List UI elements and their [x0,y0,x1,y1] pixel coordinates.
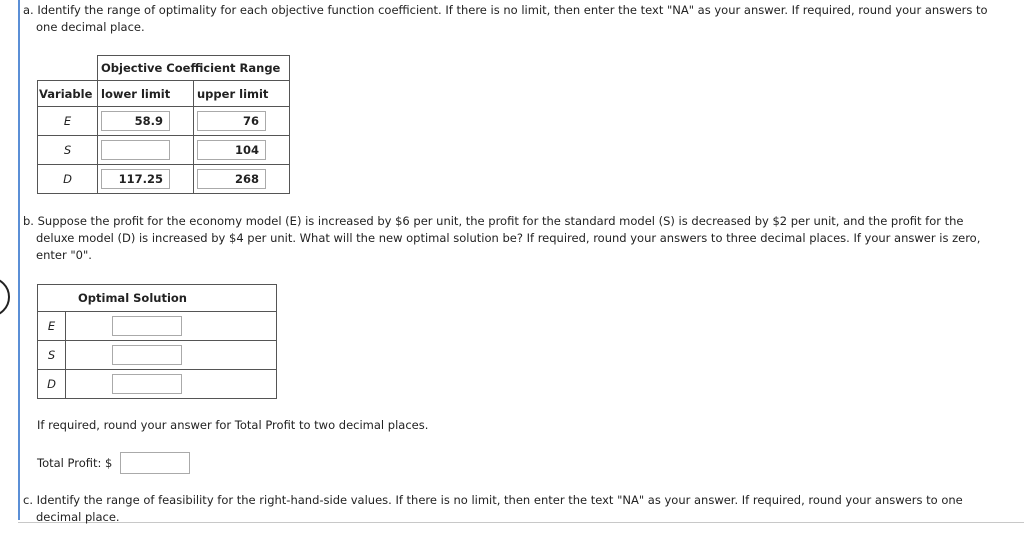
variable-cell: E [38,107,98,136]
optimal-solution-header: Optimal Solution [38,285,277,312]
objective-coefficient-table [37,55,290,194]
upper-limit-input-e[interactable]: 76 [197,111,266,131]
part-b-line-2: deluxe model (D) is increased by $4 per unit. What will the new optimal solution be? If required, round your answers to three decimal places. If your answer is zero, [36,231,981,245]
part-b-line-3: enter "0". [36,248,92,262]
part-a-line-2: one decimal place. [36,20,145,34]
part-a-instructions [23,2,988,36]
upper-limit-input-s[interactable]: 104 [197,140,266,160]
upper-limit-column-header: upper limit [194,81,290,107]
part-c-instructions [23,492,963,526]
empty-header-cell [38,56,98,81]
table-row [38,312,277,341]
variable-cell: D [38,370,66,399]
variable-cell: S [38,136,98,165]
table-row [38,341,277,370]
total-profit-row [37,452,190,474]
optimal-solution-input-s[interactable] [112,345,182,365]
lower-limit-column-header: lower limit [98,81,194,107]
table-row [38,370,277,399]
total-profit-input[interactable] [120,452,190,474]
lower-limit-input-e[interactable]: 58.9 [101,111,170,131]
optimal-solution-input-d[interactable] [112,374,182,394]
part-b-line-1: b. Suppose the profit for the economy model (E) is increased by $6 per unit, the profit for the standard model (S) is decreased by $2 per unit, and the profit for the [23,214,964,228]
lower-limit-input-d[interactable]: 117.25 [101,169,170,189]
optimal-solution-table [37,284,277,399]
lower-limit-input-s[interactable] [101,140,170,160]
side-scroll-indicator[interactable] [0,277,10,317]
upper-limit-input-d[interactable]: 268 [197,169,266,189]
variable-cell: E [38,312,66,341]
part-c-line-2: decimal place. [36,510,120,524]
optimal-solution-input-e[interactable] [112,316,182,336]
table-row [38,136,290,165]
variable-cell: S [38,341,66,370]
variable-column-header: Variable [38,81,98,107]
part-c-line-1: c. Identify the range of feasibility for the right-hand-side values. If there is no limit, then enter the text "NA" as your answer. If required, round your answers to one [23,493,963,507]
table-row [38,165,290,194]
variable-cell: D [38,165,98,194]
part-b-instructions [23,213,980,264]
total-profit-rounding-note: If required, round your answer for Total Profit to two decimal places. [37,418,429,432]
part-a-line-1: a. Identify the range of optimality for each objective function coefficient. If there is no limit, then enter the text "NA" as your answer. If required, round your answers to [23,3,988,17]
left-accent-bar [18,0,20,520]
table-row [38,107,290,136]
total-profit-label: Total Profit: $ [37,456,113,470]
objective-coefficient-range-header: Objective Coefficient Range [98,56,290,81]
